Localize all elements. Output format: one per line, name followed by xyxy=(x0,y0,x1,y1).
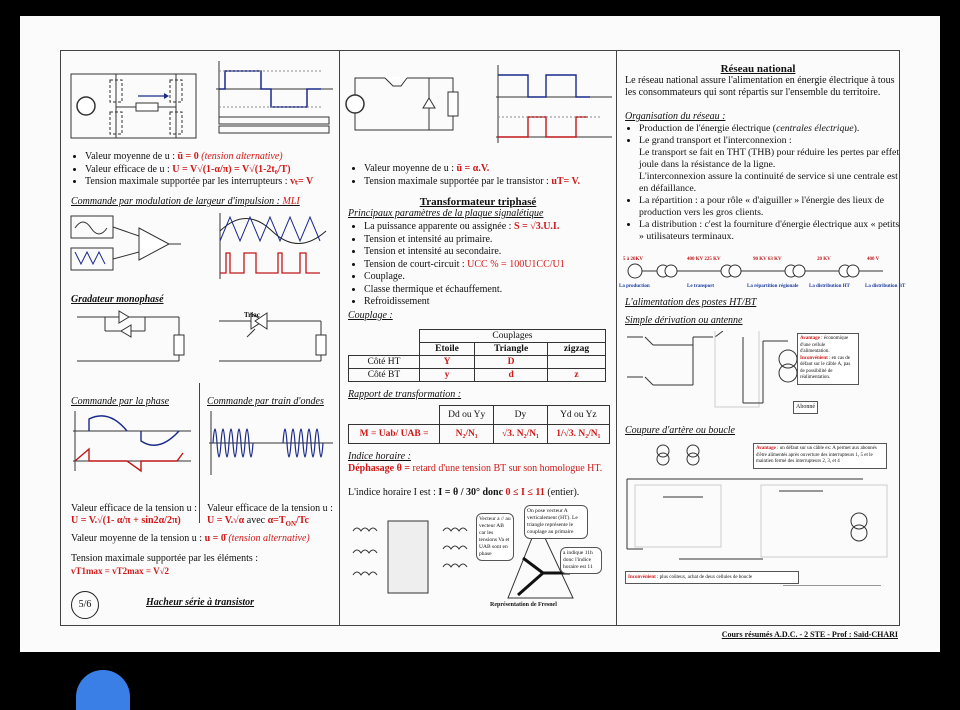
train-heading: Commande par train d'ondes xyxy=(207,396,324,407)
chain-stage: Le transport xyxy=(687,284,715,289)
chain-voltage: 400 KV 225 KV xyxy=(687,257,721,262)
fresnel-callout-2: Vecteur a // au vecteur AB car les tensions Va et UAB sont en phase xyxy=(476,513,514,561)
couplage-heading: Couplage : xyxy=(348,310,393,321)
organisation-heading: Organisation du réseau : xyxy=(625,111,726,122)
train-formula: U = V.√α avec $\alpha=T_{ON}/Tc$ xyxy=(207,515,309,528)
gradateur-triac-diagram xyxy=(211,307,331,367)
col-header: Triangle xyxy=(475,343,548,356)
coupure-avantage-note: Avantage : un défaut sur un câble ex: A permet aux abonnés d'être alimentés après ouverture des interrupteurs 1, 5 et le maintien fermé des interrupteurs 2, 3, et 4 xyxy=(753,443,887,469)
hacheur-bullet: • Tension maximale supportée par le transistor : uT= V. xyxy=(364,176,626,189)
divider xyxy=(199,383,200,523)
col-header: Etoile xyxy=(419,343,474,356)
tension-max-value: vT1max = vT2max = V√2 xyxy=(71,566,170,576)
fresnel-caption: Représentation de Fresnel xyxy=(490,602,557,608)
col-header: Yd ou Yz xyxy=(547,406,609,425)
column-2 xyxy=(340,51,617,625)
chain-voltage: 5 à 20KV xyxy=(623,257,643,262)
organisation-item: • La répartition : a pour rôle « d'aiguiller » l'énergie des lieux de production vers les gros clients. xyxy=(639,195,905,219)
mli-heading: Commande par modulation de largeur d'impulsion : MLI xyxy=(71,196,300,207)
chain-voltage: 20 KV xyxy=(817,257,831,262)
phase-formula: U = V.√(1- α/π + sin2α/2π) xyxy=(71,515,181,526)
onduleur-bullet: • Tension maximale supportée par les interrupteurs : vₜ= V xyxy=(85,176,350,189)
onduleur-bullet: • Valeur moyenne de u : ū = 0 (tension alternative) xyxy=(85,151,350,164)
chain-voltage: 400 V xyxy=(867,257,880,262)
onduleur-bullet: • Valeur efficace de u : U = V√(1-α/π) = V√(1-2t₀/T) xyxy=(85,164,350,177)
organisation-item: • Le grand transport et l'interconnexion : Le transport se fait en THT (THB) pour réduire les pertes par effet joule dans la résistance de la ligne. L'interconnexion assure la continuité de service si une centrale est en défaillance. xyxy=(639,135,905,195)
onduleur-bullets xyxy=(71,151,350,189)
hacheur-bullet: • Valeur moyenne de u : ū = α.V. xyxy=(364,163,626,176)
transfo-param: • Tension et intensité au secondaire. xyxy=(364,246,626,259)
transfo-subtitle: Principaux paramètres de la plaque signalétique xyxy=(348,208,544,219)
table-row: M = Uab/ UAB = N₂/N₁ √3. N₂/N₁ 1/√3. N₂/N₁ xyxy=(349,425,610,444)
column-3 xyxy=(617,51,906,625)
simple-derivation-heading: Simple dérivation ou antenne xyxy=(625,315,743,326)
page-footer: Cours résumés A.D.C. - 2 STE - Prof : Saïd-CHARI xyxy=(721,630,898,639)
abonne-label: Abonné xyxy=(793,401,818,414)
onduleur-waveform-chart xyxy=(211,59,336,139)
chain-stage: La distribution HT xyxy=(809,284,850,289)
phase-formula-label: Valeur efficace de la tension u : xyxy=(71,503,197,514)
col-header: Dd ou Yy xyxy=(440,406,494,425)
couplage-group-header: Couplages xyxy=(419,330,605,343)
transfo-param: • Tension de court-circuit : UCC % = 100U1CC/U1 xyxy=(364,259,626,272)
table-row: Côté BT y d z xyxy=(349,369,606,382)
indice-heading: Indice horaire : xyxy=(348,451,411,462)
chain-stage: La distribution BT xyxy=(865,284,906,289)
organisation-list xyxy=(625,123,905,243)
rapport-table xyxy=(348,405,610,444)
tension-max-label: Tension maximale supportée par les éléments : xyxy=(71,553,259,564)
gradateur-thyristor-diagram xyxy=(69,307,189,367)
alimentation-heading: L'alimentation des postes HT/BT xyxy=(625,297,757,308)
col-header: zigzag xyxy=(548,343,606,356)
transfo-param: • Classe thermique et échauffement. xyxy=(364,284,626,297)
dephasage-text: Déphasage θ = retard d'une tension BT sur son homologue HT. xyxy=(348,463,603,474)
phase-waveform-chart xyxy=(69,409,194,479)
indice-text: L'indice horaire I est : I = θ / 30° donc 0 ≤ I ≤ 11 (entier). xyxy=(348,487,580,498)
reseau-title: Réseau national xyxy=(720,63,796,75)
chain-voltage: 90 KV 63 KV xyxy=(753,257,782,262)
transfo-title: Transformateur triphasé xyxy=(419,196,537,208)
organisation-item: • La distribution : c'est la fourniture d'énergie électrique aux « petits » utilisateurs terminaux. xyxy=(639,219,905,243)
simple-derivation-diagram xyxy=(623,331,803,421)
phase-heading: Commande par la phase xyxy=(71,396,170,407)
hacheur-bullets xyxy=(350,163,626,188)
table-row: Côté HT Y D xyxy=(349,356,606,369)
simple-derivation-note: Avantage : économique d'une cellule d'alimentation. Inconvénient : en cas de défaut sur le câble A, pas de possibilité de réalimentation. xyxy=(797,333,859,385)
rapport-heading: Rapport de transformation : xyxy=(348,389,462,400)
transfo-param: • Refroidissement xyxy=(364,296,626,309)
transfo-param: • La puissance apparente ou assignée : S = √3.U.I. xyxy=(364,221,626,234)
chain-stage: La répartition régionale xyxy=(747,284,799,289)
col-header: Dy xyxy=(494,406,548,425)
hacheur-waveform-chart xyxy=(490,63,615,153)
train-waveform-chart xyxy=(207,409,335,479)
organisation-item: • Production de l'énergie électrique (centrales électrique). xyxy=(639,123,905,135)
content-frame xyxy=(60,50,906,626)
couplage-table xyxy=(348,329,606,382)
floating-action-button[interactable] xyxy=(76,670,130,710)
transfo-param: • Tension et intensité au primaire. xyxy=(364,234,626,247)
coupure-inconvenient-note: Inconvénient : plus coûteux, achat de deux cellules de boucle xyxy=(625,571,799,584)
triac-label: Triac xyxy=(244,311,260,319)
transfo-params-list xyxy=(350,221,626,309)
onduleur-circuit-diagram xyxy=(66,66,206,146)
transfo-param: • Couplage. xyxy=(364,271,626,284)
fresnel-callout-1: On pose vecteur A verticalement (HT). Le triangle représente le couplage au primaire xyxy=(524,505,588,539)
moyenne-line: Valeur moyenne de la tension u : u = 0̄ (tension alternative) xyxy=(71,533,310,544)
hacheur-circuit-diagram xyxy=(345,66,485,141)
coupure-heading: Coupure d'artère ou boucle xyxy=(625,425,735,436)
gradateur-heading: Gradateur monophasé xyxy=(71,294,164,305)
hacheur-heading: Hacheur série à transistor xyxy=(146,597,255,608)
mli-waveform-chart xyxy=(216,211,331,281)
page-number: 5/6 xyxy=(71,591,99,619)
mli-comparator-diagram xyxy=(69,214,199,274)
column-1 xyxy=(61,51,340,625)
chain-stage: La production xyxy=(619,284,650,289)
reseau-intro: Le réseau national assure l'alimentation en énergie électrique à tous les consommateurs qui sont répartis sur l'ensemble du territoire. xyxy=(625,75,895,98)
train-formula-label: Valeur efficace de la tension u : xyxy=(207,503,333,514)
fresnel-callout-3: a indique 11h donc l'indice horaire est 11 xyxy=(560,547,602,574)
